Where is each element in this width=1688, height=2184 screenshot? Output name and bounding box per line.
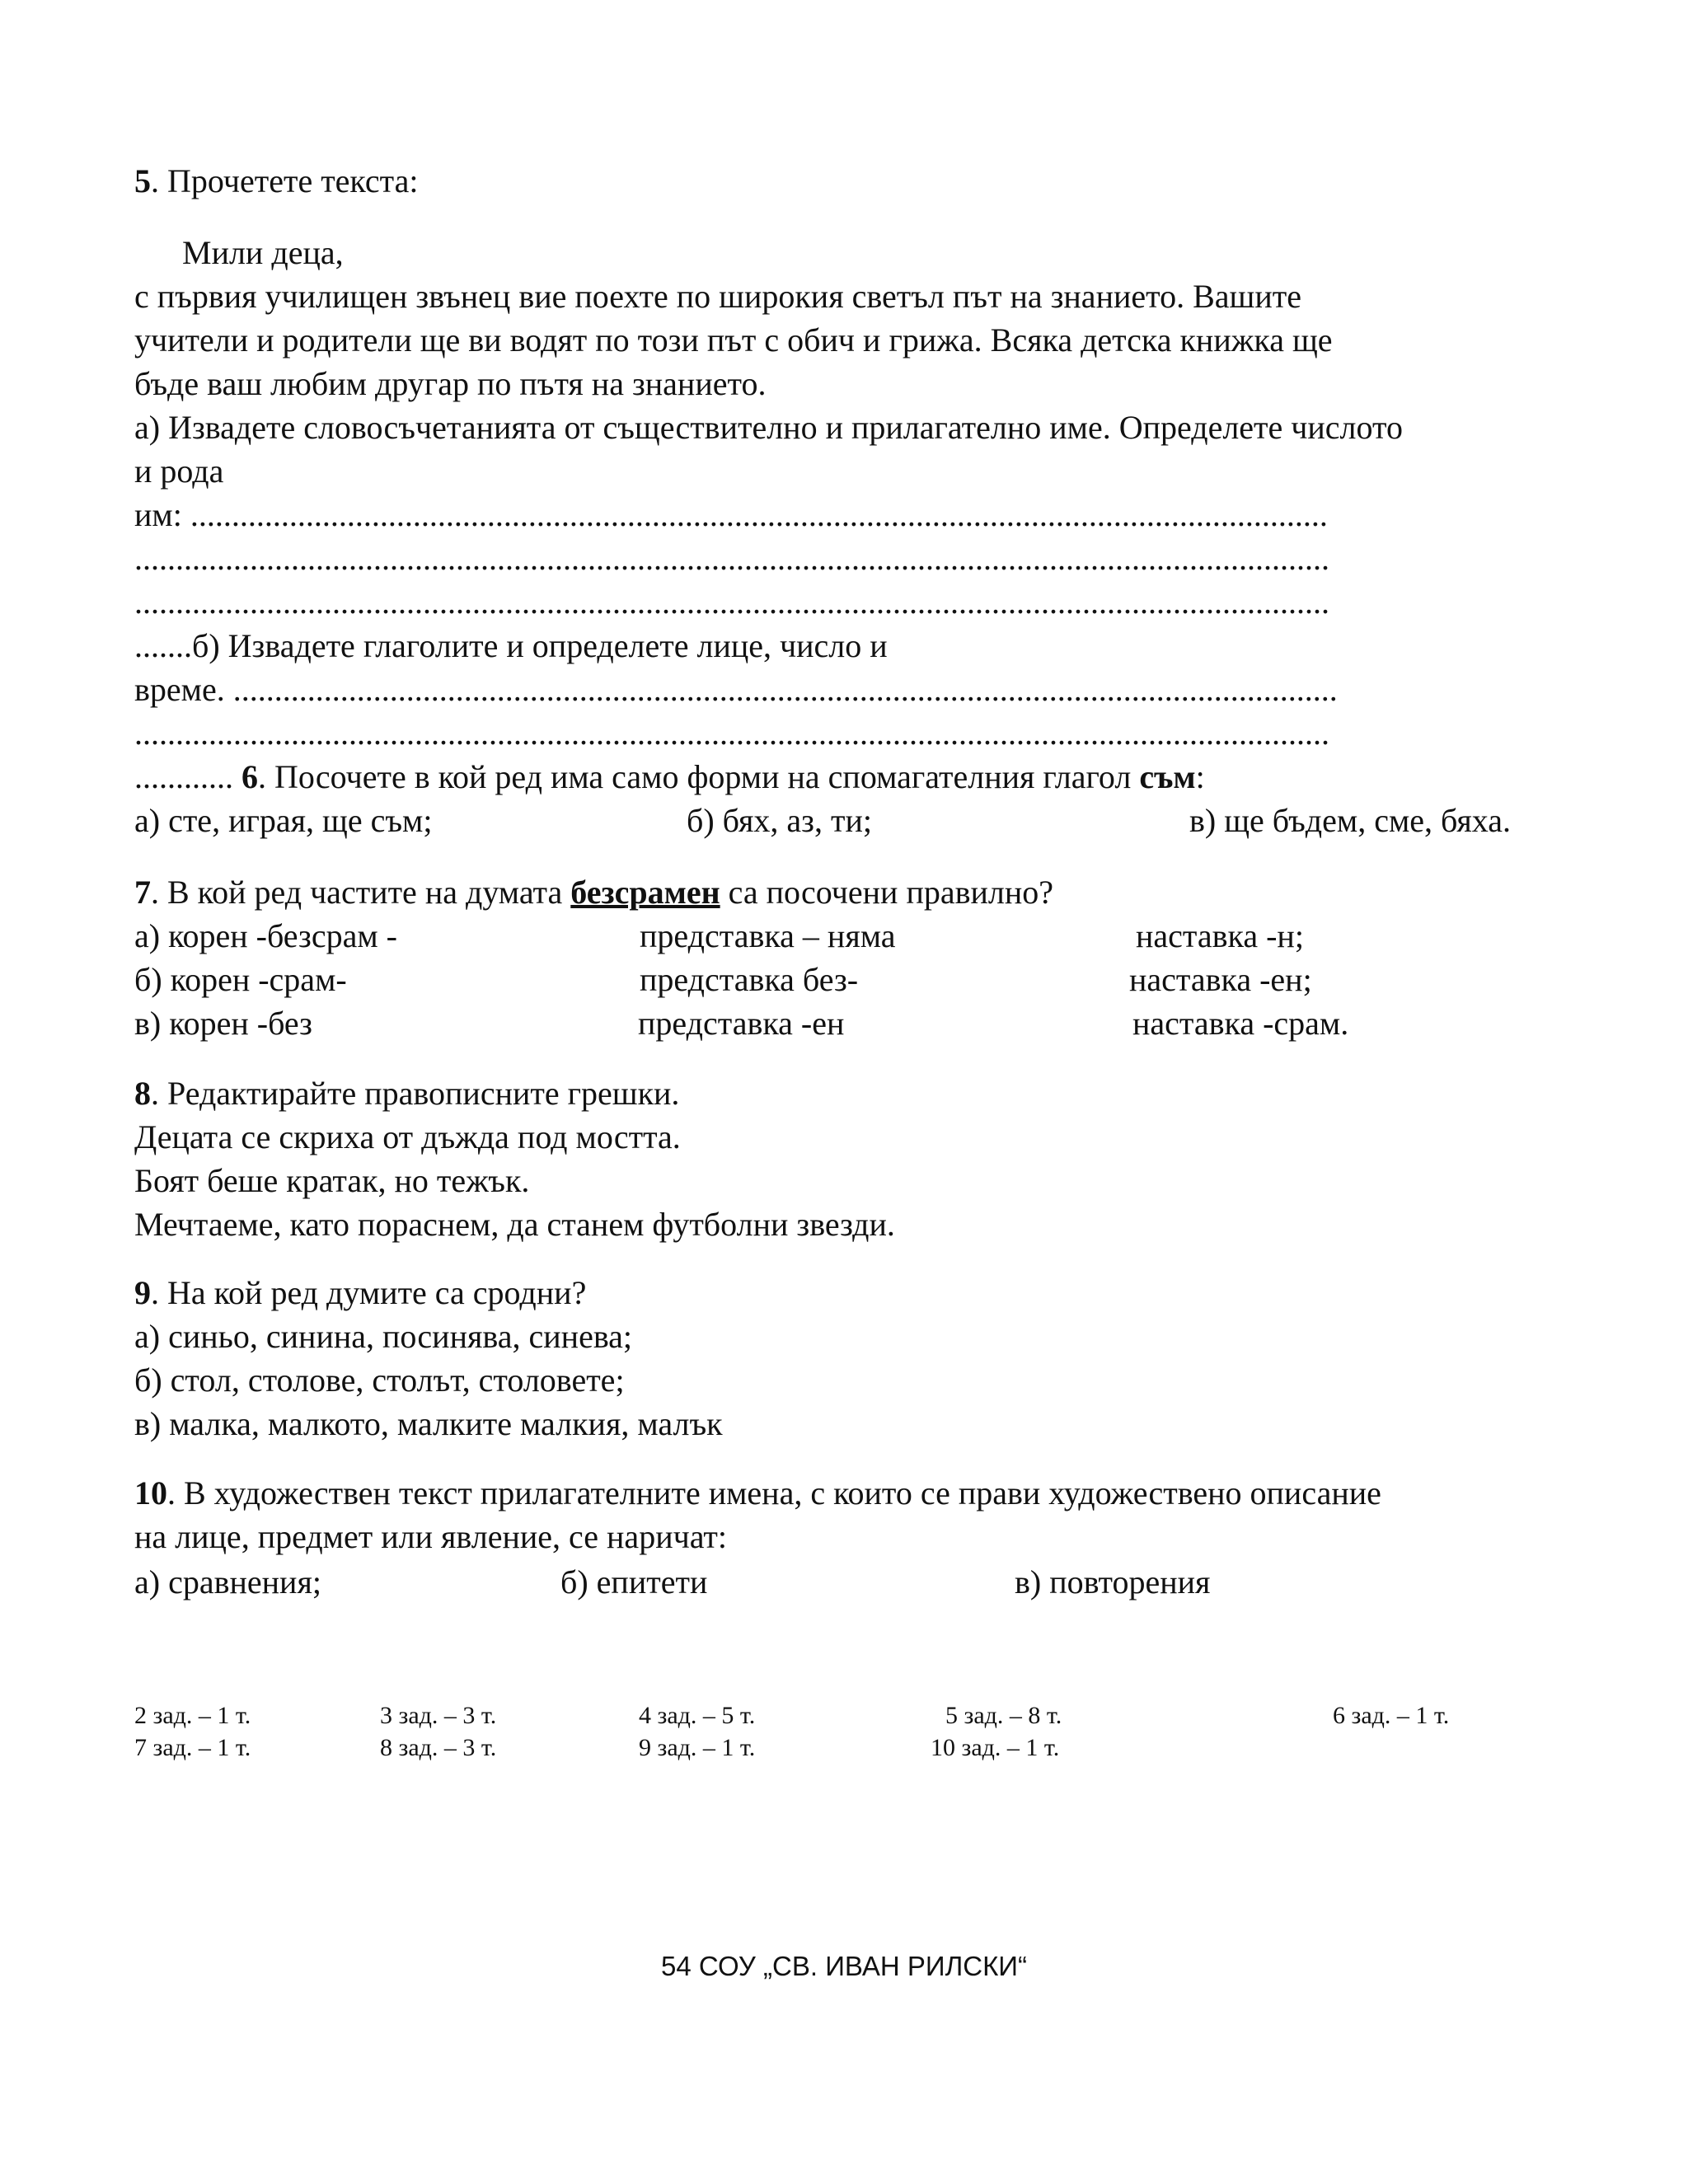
q10-option-a: а) сравнения; bbox=[134, 1563, 321, 1601]
score-5: 5 зад. – 8 т. bbox=[945, 1702, 1062, 1729]
score-6: 6 зад. – 1 т. bbox=[1333, 1702, 1450, 1729]
q7-row-b-suffix: наставка -ен; bbox=[1129, 961, 1312, 998]
q7-row-b-prefix: представка без- bbox=[640, 961, 859, 998]
q10-heading bbox=[134, 1471, 1381, 1516]
q5-dots-line-1: ................................................................................................................................................. bbox=[134, 540, 1329, 577]
q5-text-line-2: учители и родители ще ви водят по този път с обич и грижа. Всяка детска книжка ще bbox=[134, 321, 1333, 359]
q10-text: . В художествен текст прилагателните имена, с които се прави художествено описание bbox=[167, 1474, 1381, 1511]
q9-text: . На кой ред думите са сродни? bbox=[151, 1274, 587, 1311]
q6-text: . Посочете в кой ред има само форми на спомагателния глагол bbox=[258, 758, 1140, 795]
q8-sentence-2: Боят беше кратак, но тежък. bbox=[134, 1162, 530, 1199]
q7-text: . В кой ред частите на думата bbox=[151, 874, 571, 911]
q8-text: . Редактирайте правописните грешки. bbox=[151, 1075, 680, 1112]
q6-prefix-dots: ............ bbox=[134, 758, 241, 795]
q6-option-b: б) бях, аз, ти; bbox=[687, 802, 872, 839]
q7-row-c-suffix: наставка -срам. bbox=[1132, 1005, 1349, 1042]
q8-sentence-1: Децата се скриха от дъжда под мостта. bbox=[134, 1118, 681, 1155]
q5-b-line-2: време. ...................................................................................................................................... bbox=[134, 671, 1338, 708]
score-3: 3 зад. – 3 т. bbox=[380, 1702, 497, 1729]
q5-heading bbox=[134, 159, 418, 204]
q7-text-2: са посочени правилно? bbox=[720, 874, 1054, 911]
q7-number: 7 bbox=[134, 874, 151, 911]
q7-row-b-root: б) корен -срам- bbox=[134, 961, 347, 998]
q7-row-a-suffix: наставка -н; bbox=[1136, 917, 1304, 954]
q5-dots-line-2: ................................................................................................................................................. bbox=[134, 583, 1329, 621]
score-10: 10 зад. – 1 т. bbox=[931, 1734, 1060, 1761]
q7-row-c-prefix: представка -ен bbox=[638, 1005, 845, 1042]
q8-heading bbox=[134, 1071, 679, 1116]
q7-row-a-root: а) корен -безсрам - bbox=[134, 917, 397, 954]
q9-option-c: в) малка, малкото, малките малкия, малък bbox=[134, 1405, 723, 1442]
q6-number: 6 bbox=[241, 758, 258, 795]
q7-heading bbox=[134, 870, 1053, 915]
q6-suffix: : bbox=[1195, 758, 1205, 795]
q9-number: 9 bbox=[134, 1274, 151, 1311]
q6-heading bbox=[134, 755, 1205, 799]
score-9: 9 зад. – 1 т. bbox=[639, 1734, 756, 1761]
q5-text-line-1: с първия училищен звънец вие поехте по широкия светъл път на знанието. Вашите bbox=[134, 278, 1301, 315]
q5-number: 5 bbox=[134, 162, 151, 199]
q9-heading bbox=[134, 1271, 586, 1315]
q9-option-a: а) синьо, синина, посинява, синева; bbox=[134, 1318, 633, 1355]
q10-text-line-2: на лице, предмет или явление, се наричат: bbox=[134, 1518, 728, 1555]
footer-school-name: 54 СОУ „СВ. ИВАН РИЛСКИ“ bbox=[660, 1951, 1028, 1981]
q6-option-a: а) сте, играя, ще съм; bbox=[134, 802, 433, 839]
score-7: 7 зад. – 1 т. bbox=[134, 1734, 251, 1761]
score-2: 2 зад. – 1 т. bbox=[134, 1702, 251, 1729]
q5-b-line-1: .......б) Извадете глаголите и определете лице, число и bbox=[134, 627, 888, 664]
q5-a-line-1: а) Извадете словосъчетанията от съществително и прилагателно име. Определете числото bbox=[134, 409, 1403, 446]
q6-bold-word: съм bbox=[1139, 758, 1196, 795]
score-4: 4 зад. – 5 т. bbox=[639, 1702, 756, 1729]
q5-intro: . Прочетете текста: bbox=[151, 162, 419, 199]
q6-option-c: в) ще бъдем, сме, бяха. bbox=[1189, 802, 1512, 839]
score-8: 8 зад. – 3 т. bbox=[380, 1734, 497, 1761]
q7-row-a-prefix: представка – няма bbox=[640, 917, 896, 954]
q9-option-b: б) стол, столове, столът, столовете; bbox=[134, 1361, 625, 1399]
q5-a-line-3: им: .......................................................................................................................................... bbox=[134, 496, 1328, 533]
q10-number: 10 bbox=[134, 1474, 167, 1511]
q8-number: 8 bbox=[134, 1075, 151, 1112]
q10-option-b: б) епитети bbox=[560, 1563, 708, 1601]
q8-sentence-3: Мечтаеме, като пораснем, да станем футболни звезди. bbox=[134, 1206, 895, 1243]
q7-row-c-root: в) корен -без bbox=[134, 1005, 312, 1042]
q10-option-c: в) повторения bbox=[1015, 1563, 1211, 1601]
q5-dots-line-3: ................................................................................................................................................. bbox=[134, 715, 1329, 752]
q5-a-line-2: и рода bbox=[134, 452, 224, 490]
q7-word: безсрамен bbox=[570, 874, 720, 911]
q5-text-line-3: бъде ваш любим другар по пътя на знанието. bbox=[134, 365, 767, 402]
q5-greeting: Мили деца, bbox=[182, 234, 344, 271]
